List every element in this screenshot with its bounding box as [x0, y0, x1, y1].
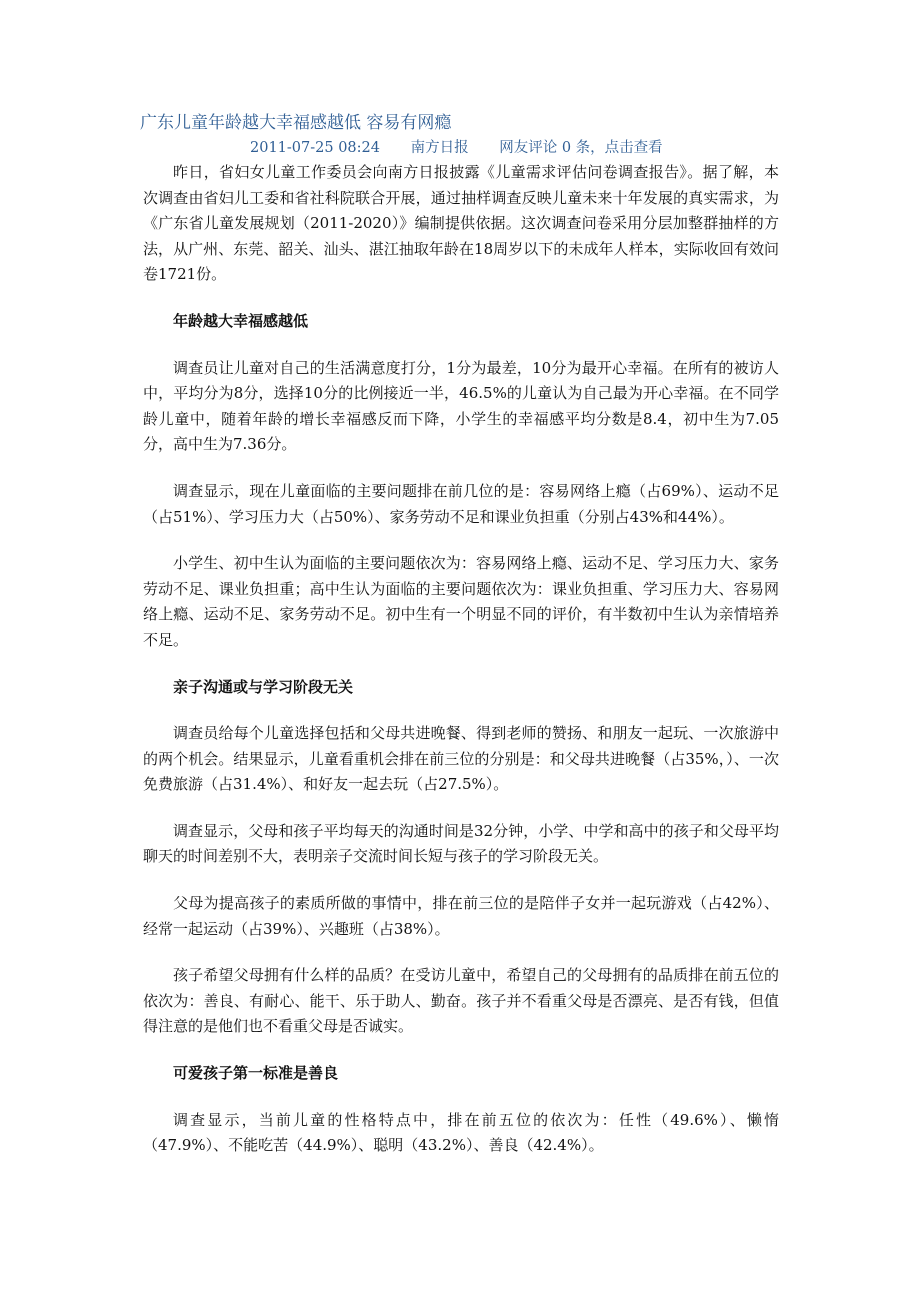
article-body	[143, 160, 779, 1159]
section-heading: 亲子沟通或与学习阶段无关	[173, 677, 354, 696]
paragraph: 调查显示，当前儿童的性格特点中，排在前五位的依次为：任性（49.6%）、懒惰（47.9%）、不能吃苦（44.9%）、聪明（43.2%）、善良（42.4%）。	[143, 1110, 779, 1155]
publish-datetime: 2011-07-25 08:24	[250, 140, 380, 156]
paragraph: 小学生、初中生认为面临的主要问题依次为：容易网络上瘾、运动不足、学习压力大、家务劳动不足、课业负担重；高中生认为面临的主要问题依次为：课业负担重、学习压力大、容易网络上瘾、运动不足、家务劳动不足。初中生有一个明显不同的评价，有半数初中生认为亲情培养不足。	[143, 554, 779, 649]
paragraph: 父母为提高孩子的素质所做的事情中，排在前三位的是陪伴子女并一起玩游戏（占42%）、经常一起运动（占39%）、兴趣班（占38%）。	[143, 894, 779, 938]
article-title: 广东儿童年龄越大幸福感越低 容易有网瘾	[140, 113, 452, 133]
paragraph: 调查显示，父母和孩子平均每天的沟通时间是32分钟，小学、中学和高中的孩子和父母平均聊天的时间差别不大，表明亲子交流时间长短与孩子的学习阶段无关。	[143, 821, 779, 866]
paragraph: 调查显示，现在儿童面临的主要问题排在前几位的是：容易网络上瘾（占69%）、运动不足（占51%）、学习压力大（占50%）、家务劳动不足和课业负担重（分别占43%和44%）。	[143, 481, 779, 526]
section-heading: 年龄越大幸福感越低	[173, 311, 309, 330]
paragraph: 调查员给每个儿童选择包括和父母共进晚餐、得到老师的赞扬、和朋友一起玩、一次旅游中的两个机会。结果显示，儿童看重机会排在前三位的分别是：和父母共进晚餐（占35%，）、一次免费旅游（占31.4%）、和好友一起去玩（占27.5%）。	[143, 724, 779, 794]
paragraph: 调查员让儿童对自己的生活满意度打分，1分为最差，10分为最开心幸福。在所有的被访人中，平均分为8分，选择10分的比例接近一半，46.5%的儿童认为自己最为开心幸福。在不同学龄儿童中，随着年龄的增长幸福感反而下降，小学生的幸福感平均分数是8.4，初中生为7.05分，高中生为7.36分。	[143, 358, 779, 454]
paragraph: 孩子希望父母拥有什么样的品质？在受访儿童中，希望自己的父母拥有的品质排在前五位的依次为：善良、有耐心、能干、乐于助人、勤奋。孩子并不看重父母是否漂亮、是否有钱，但值得注意的是他们也不看重父母是否诚实。	[143, 966, 779, 1036]
article-meta	[250, 137, 663, 159]
intro-paragraph: 昨日，省妇女儿童工作委员会向南方日报披露《儿童需求评估问卷调查报告》。据了解，本次调查由省妇儿工委和省社科院联合开展，通过抽样调查反映儿童未来十年发展的真实需求，为《广东省儿童发展规划（2011-2020）》编制提供依据。这次调查问卷采用分层加整群抽样的方法，从广州、东莞、韶关、汕头、湛江抽取年龄在18周岁以下的未成年人样本，实际收回有效问卷1721份。	[143, 163, 779, 284]
comments-link[interactable]: 网友评论 0 条，点击查看	[499, 140, 663, 156]
source-link[interactable]: 南方日报	[410, 140, 469, 156]
section-heading: 可爱孩子第一标准是善良	[173, 1064, 339, 1083]
